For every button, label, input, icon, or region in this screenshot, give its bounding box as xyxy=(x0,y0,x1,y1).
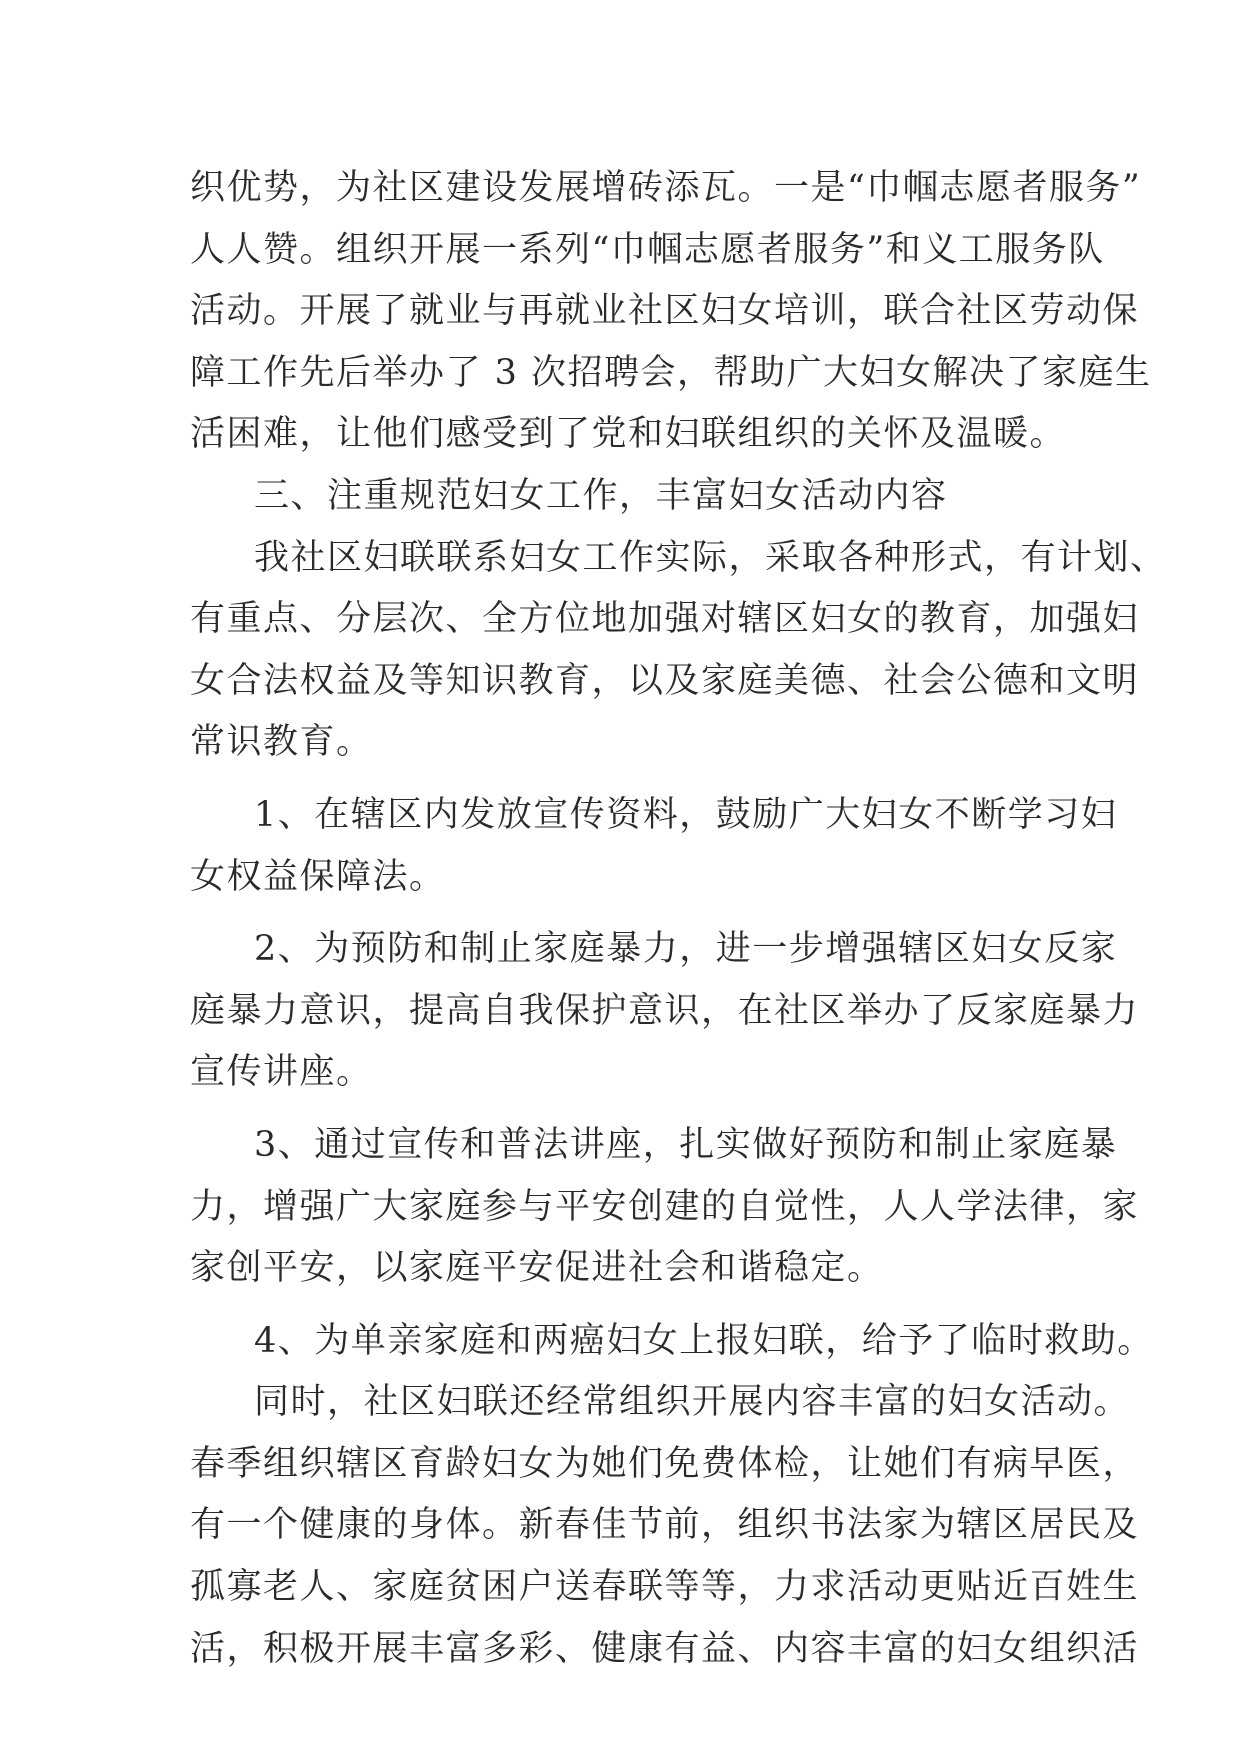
text-line: 有一个健康的身体。新春佳节前，组织书法家为辖区居民及 xyxy=(190,1505,1140,1546)
text-line: 力，增强广大家庭参与平安创建的自觉性，人人学法律，家 xyxy=(190,1186,1140,1227)
text-line: 活困难，让他们感受到了党和妇联组织的关怀及温暖。 xyxy=(190,414,1067,455)
text-line: 家创平安，以家庭平安促进社会和谐稳定。 xyxy=(190,1248,884,1289)
text-line: 活，积极开展丰富多彩、健康有益、内容丰富的妇女组织活 xyxy=(190,1628,1140,1669)
text-line: 同时，社区妇联还经常组织开展内容丰富的妇女活动。 xyxy=(254,1382,1131,1423)
text-line: 庭暴力意识，提高自我保护意识，在社区举办了反家庭暴力 xyxy=(190,990,1140,1031)
list-item-4 xyxy=(190,1311,1154,1373)
text-line: 宣传讲座。 xyxy=(190,1052,373,1093)
section-heading xyxy=(190,466,1050,528)
text-line: 织优势，为社区建设发展增砖添瓦。一是“巾帼志愿者服务” xyxy=(190,168,1142,208)
list-item-2 xyxy=(190,919,1140,1104)
text-line: 障工作先后举办了 3 次招聘会，帮助广大妇女解决了家庭生 xyxy=(190,352,1152,393)
text-line: 女合法权益及等知识教育，以及家庭美德、社会公德和文明 xyxy=(190,660,1140,701)
text-line: 我社区妇联联系妇女工作实际，采取各种形式，有计划、 xyxy=(254,537,1167,578)
text-line: 女权益保障法。 xyxy=(190,856,446,897)
list-item-1 xyxy=(190,785,1118,908)
paragraph-intro xyxy=(190,528,1167,774)
text-line: 1、在辖区内发放宣传资料，鼓励广大妇女不断学习妇 xyxy=(254,794,1118,835)
list-item-3 xyxy=(190,1115,1140,1300)
text-line: 3、通过宣传和普法讲座，扎实做好预防和制止家庭暴 xyxy=(254,1124,1118,1165)
text-line: 活动。开展了就业与再就业社区妇女培训，联合社区劳动保 xyxy=(190,291,1140,332)
text-line: 4、为单亲家庭和两癌妇女上报妇联，给予了临时救助。 xyxy=(254,1320,1154,1361)
text-line: 人人赞。组织开展一系列“巾帼志愿者服务”和义工服务队 xyxy=(190,229,1105,270)
paragraph-continuation xyxy=(190,158,1152,466)
section-heading-text: 三、注重规范妇女工作，丰富妇女活动内容 xyxy=(254,475,948,516)
text-line: 孤寡老人、家庭贫困户送春联等等，力求活动更贴近百姓生 xyxy=(190,1567,1140,1608)
document-body xyxy=(190,158,1167,1680)
text-line: 2、为预防和制止家庭暴力，进一步增强辖区妇女反家 xyxy=(254,929,1118,970)
text-line: 有重点、分层次、全方位地加强对辖区妇女的教育，加强妇 xyxy=(190,599,1140,640)
text-line: 常识教育。 xyxy=(190,722,373,763)
text-line: 春季组织辖区育龄妇女为她们免费体检，让她们有病早医， xyxy=(190,1443,1140,1484)
paragraph-activities xyxy=(190,1372,1140,1680)
